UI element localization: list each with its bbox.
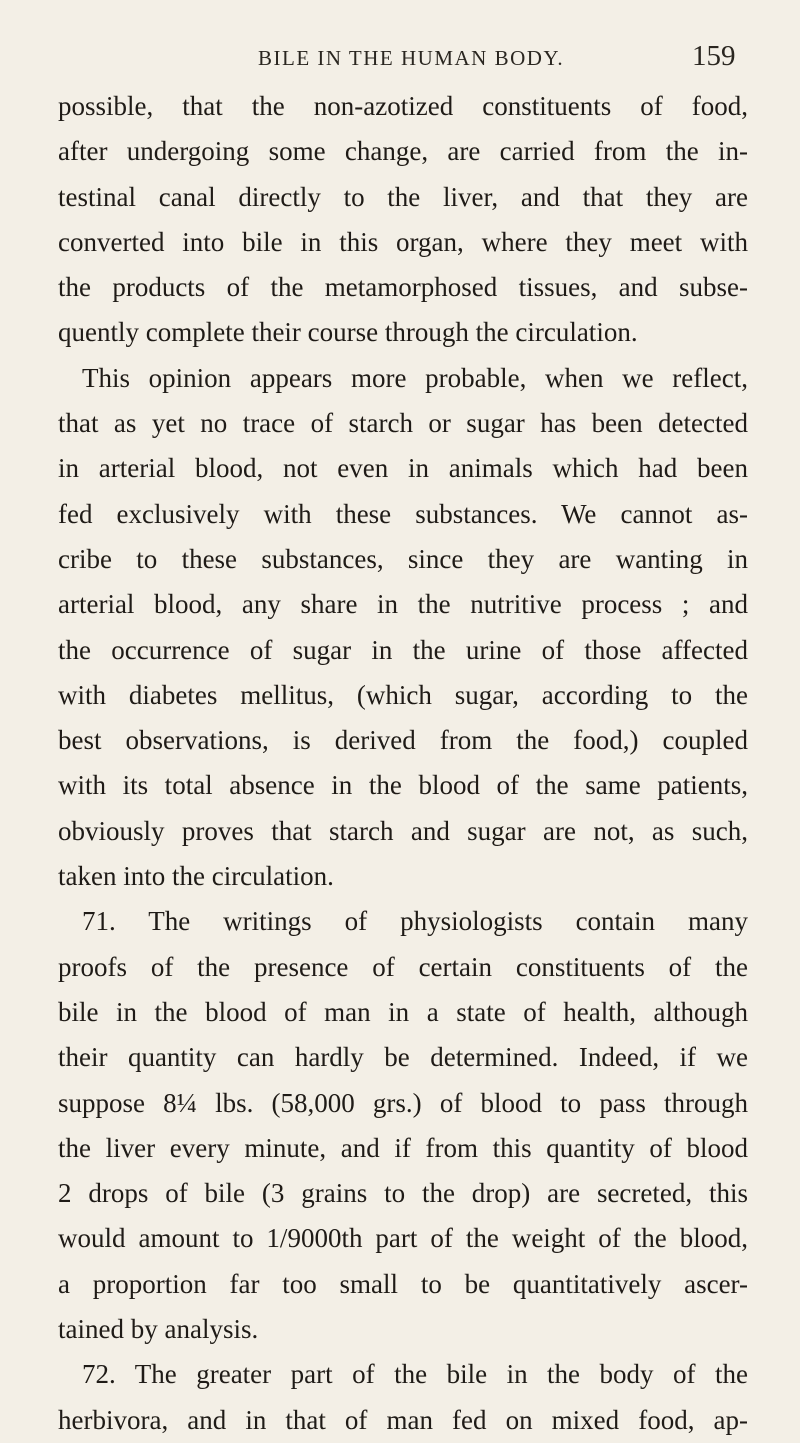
text-line: the products of the metamorphosed tissues, and subse-	[58, 272, 748, 303]
text-line: quently complete their course through the circulation.	[58, 317, 638, 348]
running-head: BILE IN THE HUMAN BODY.	[258, 46, 565, 70]
text-line: that as yet no trace of starch or sugar has been detected	[58, 408, 748, 439]
text-line: the liver every minute, and if from this quantity of blood	[58, 1132, 748, 1163]
text-line: best observations, is derived from the food,) coupled	[58, 725, 748, 756]
text-line: with its total absence in the blood of the same patients,	[58, 770, 748, 801]
text-line: their quantity can hardly be determined. Indeed, if we	[58, 1042, 748, 1073]
text-line: 72. The greater part of the bile in the body of the	[82, 1359, 748, 1390]
text-line: would amount to 1/9000th part of the weight of the blood,	[58, 1223, 748, 1254]
body-text	[58, 84, 748, 1443]
page-number: 159	[692, 40, 736, 72]
text-line: 71. The writings of physiologists contain many	[82, 906, 748, 937]
text-line: the occurrence of sugar in the urine of those affected	[58, 634, 748, 665]
text-line: obviously proves that starch and sugar are not, as such,	[58, 815, 748, 846]
text-line: in arterial blood, not even in animals which had been	[58, 453, 748, 484]
text-line: testinal canal directly to the liver, and that they are	[58, 181, 748, 212]
text-line: after undergoing some change, are carried from the in-	[58, 136, 748, 167]
text-line: herbivora, and in that of man fed on mixed food, ap-	[58, 1404, 748, 1435]
text-line: bile in the blood of man in a state of health, although	[58, 996, 748, 1027]
text-line: arterial blood, any share in the nutritive process ; and	[58, 589, 748, 620]
text-line: This opinion appears more probable, when we reflect,	[82, 362, 748, 393]
text-line: possible, that the non-azotized constituents of food,	[58, 91, 748, 121]
text-line: a proportion far too small to be quantitatively ascer-	[58, 1268, 748, 1299]
text-line: 2 drops of bile (3 grains to the drop) are secreted, this	[58, 1178, 748, 1209]
text-line: taken into the circulation.	[58, 861, 334, 892]
text-line: suppose 8¼ lbs. (58,000 grs.) of blood to pass through	[58, 1087, 748, 1118]
text-line: with diabetes mellitus, (which sugar, according to the	[58, 679, 748, 710]
text-line: converted into bile in this organ, where they meet with	[58, 226, 748, 257]
text-line: fed exclusively with these substances. We cannot as-	[58, 498, 748, 529]
text-line: cribe to these substances, since they are wanting in	[58, 543, 748, 574]
text-line: proofs of the presence of certain constituents of the	[58, 951, 748, 982]
text-line: tained by analysis.	[58, 1314, 259, 1345]
